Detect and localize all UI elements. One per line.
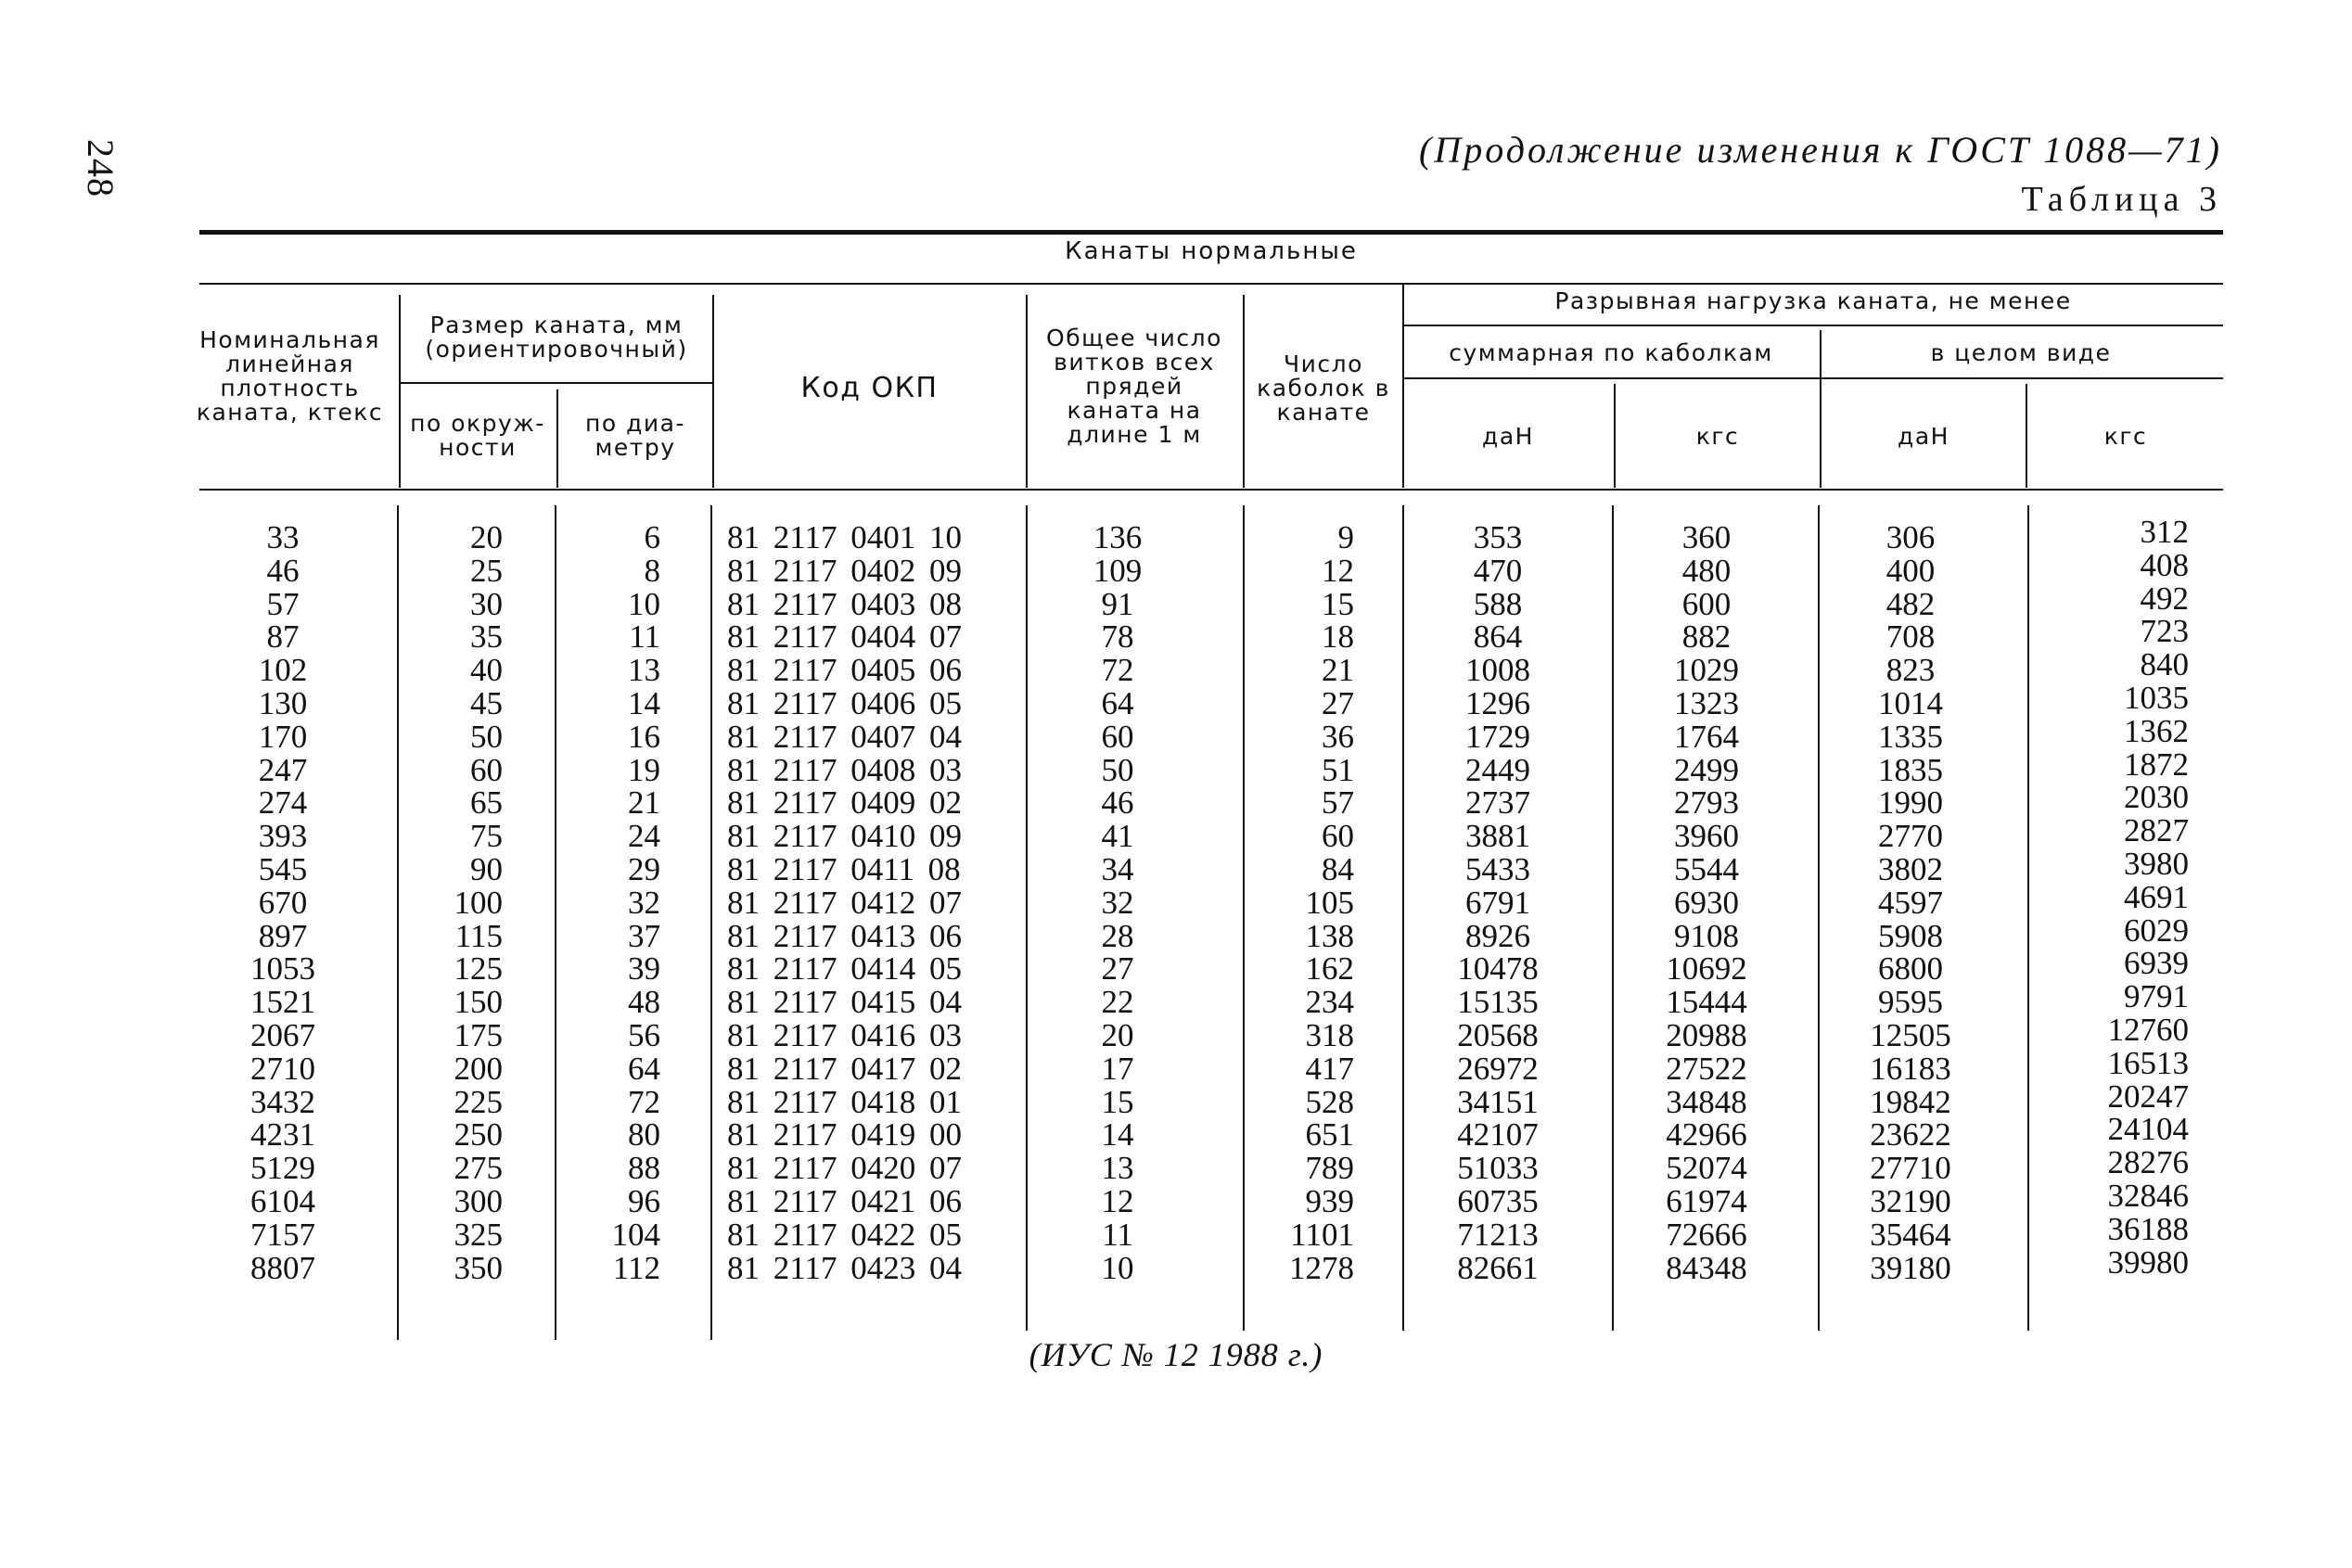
cell: 840	[2140, 646, 2189, 683]
cell: 109	[1093, 552, 1143, 589]
cell: 75	[470, 818, 503, 855]
body-vline	[1818, 505, 1820, 1331]
cell: 13	[1101, 1150, 1134, 1187]
load-subrule-2	[1402, 377, 2223, 379]
cell: 3960	[1674, 818, 1739, 855]
cell: 81 2117 0411 08	[727, 850, 961, 887]
cell: 91	[1101, 585, 1134, 622]
cell: 12	[1322, 552, 1354, 589]
load-subrule	[1402, 325, 2223, 326]
cell: 24	[628, 818, 660, 855]
cell: 84348	[1666, 1249, 1747, 1286]
cell: 60	[470, 751, 503, 788]
cell: 81 2117 0401 10	[727, 519, 962, 555]
cell: 42107	[1457, 1116, 1539, 1154]
cell: 26972	[1457, 1050, 1539, 1087]
cell: 24104	[2107, 1111, 2189, 1148]
cell: 6791	[1465, 884, 1530, 921]
cell: 36	[1322, 718, 1354, 755]
cell: 939	[1305, 1182, 1354, 1219]
cell: 39980	[2107, 1243, 2189, 1281]
cell: 225	[454, 1083, 503, 1120]
cell: 81 2117 0414 05	[727, 950, 962, 988]
hdr-kgs-whole: кгс	[2103, 423, 2148, 450]
cell: 5129	[250, 1150, 315, 1187]
cell: 60	[1322, 818, 1354, 855]
cell: 162	[1305, 950, 1354, 988]
cell: 175	[454, 1016, 503, 1053]
cell: 2499	[1674, 751, 1739, 788]
cell: 651	[1305, 1116, 1354, 1154]
cell: 2710	[250, 1050, 315, 1087]
cell: 1035	[2124, 679, 2189, 716]
cell: 325	[454, 1216, 503, 1253]
cell: 3802	[1878, 850, 1943, 887]
cell: 50	[1101, 751, 1134, 788]
cell: 81 2117 0420 07	[727, 1150, 962, 1187]
cell: 11	[1102, 1216, 1133, 1253]
cell: 2793	[1674, 784, 1739, 822]
cell: 10	[1101, 1249, 1134, 1286]
cell: 57	[266, 585, 300, 622]
cell: 60	[1101, 718, 1134, 755]
cell: 100	[454, 884, 503, 921]
cell: 897	[258, 917, 308, 954]
cell: 10478	[1457, 950, 1539, 988]
cell: 61974	[1666, 1182, 1747, 1219]
cell: 138	[1305, 917, 1354, 954]
body-vline	[1026, 505, 1028, 1331]
cell: 50	[470, 718, 503, 755]
body-vline	[1612, 505, 1614, 1331]
cell: 1835	[1878, 751, 1943, 788]
cell: 588	[1473, 585, 1523, 622]
col-sum-kgs	[1628, 521, 1785, 1284]
cell: 247	[258, 751, 308, 788]
cell: 18	[1322, 618, 1354, 656]
cell: 20988	[1666, 1016, 1747, 1053]
cell: 6029	[2124, 911, 2189, 949]
header-bottom-rule	[199, 489, 2223, 491]
cell: 48	[628, 984, 660, 1021]
cell: 81 2117 0417 02	[727, 1050, 962, 1087]
cell: 82661	[1457, 1249, 1539, 1286]
hdr-size-circ: по окруж-ности	[410, 410, 545, 461]
cell: 1014	[1878, 684, 1943, 721]
cell: 81 2117 0403 08	[727, 585, 962, 622]
hdr-vline	[556, 389, 558, 488]
cell: 90	[470, 850, 503, 887]
cell: 112	[612, 1249, 660, 1286]
cell: 72	[628, 1083, 660, 1120]
cell: 1029	[1674, 652, 1739, 689]
cell: 16183	[1870, 1050, 1951, 1087]
cell: 81 2117 0419 00	[727, 1116, 962, 1154]
cell: 51033	[1457, 1150, 1539, 1187]
cell: 64	[1101, 684, 1134, 721]
cell: 88	[628, 1150, 660, 1187]
col-strands	[1252, 521, 1354, 1284]
cell: 20	[1101, 1016, 1134, 1053]
cell: 6939	[2124, 945, 2189, 982]
cell: 81 2117 0407 04	[727, 718, 962, 755]
cell: 27710	[1870, 1150, 1951, 1187]
cell: 81 2117 0421 06	[727, 1182, 962, 1219]
cell: 823	[1885, 652, 1936, 689]
cell: 25	[470, 552, 503, 589]
cell: 32846	[2107, 1177, 2189, 1214]
cell: 57	[1322, 784, 1354, 822]
hdr-kgs-sum: кгс	[1695, 423, 1740, 450]
cell: 545	[258, 850, 308, 887]
cell: 4597	[1878, 884, 1943, 921]
cell: 36188	[2107, 1210, 2189, 1247]
cell: 1872	[2124, 746, 2189, 783]
cell: 35	[470, 618, 503, 656]
cell: 20247	[2107, 1077, 2189, 1115]
cell: 20	[470, 519, 503, 555]
cell: 8926	[1465, 917, 1530, 954]
cell: 23622	[1870, 1116, 1951, 1154]
cell: 1323	[1674, 684, 1739, 721]
cell: 46	[1101, 784, 1134, 822]
cell: 81 2117 0409 02	[727, 784, 962, 822]
cell: 12	[1101, 1182, 1134, 1219]
cell: 2449	[1465, 751, 1530, 788]
cell: 81 2117 0422 05	[727, 1216, 962, 1253]
cell: 84	[1322, 850, 1354, 887]
cell: 12760	[2107, 1011, 2189, 1048]
table-caption: Канаты нормальные	[1065, 237, 1358, 265]
cell: 72666	[1666, 1216, 1747, 1253]
top-rule	[199, 230, 2223, 235]
cell: 8	[644, 552, 660, 589]
cell: 81 2117 0415 04	[727, 984, 962, 1021]
hdr-vline	[1026, 295, 1028, 488]
cell: 2770	[1878, 818, 1943, 855]
cell: 20568	[1457, 1016, 1539, 1053]
cell: 46	[266, 552, 300, 589]
col-circ	[408, 521, 503, 1284]
cell: 393	[258, 818, 308, 855]
cell: 360	[1681, 519, 1732, 555]
cell: 37	[628, 917, 660, 954]
cell: 6104	[250, 1182, 315, 1219]
cell: 81 2117 0404 07	[727, 618, 962, 656]
cell: 19842	[1870, 1083, 1951, 1120]
cell: 27522	[1666, 1050, 1747, 1087]
body-vline	[710, 505, 712, 1340]
cell: 1278	[1289, 1249, 1354, 1286]
cell: 81 2117 0410 09	[727, 818, 962, 855]
col-whole-kgs	[2050, 516, 2189, 1279]
body-vline	[555, 505, 556, 1340]
cell: 1053	[250, 950, 315, 988]
cell: 32	[628, 884, 660, 921]
cell: 34	[1101, 850, 1134, 887]
cell: 1296	[1465, 684, 1530, 721]
cell: 200	[454, 1050, 503, 1087]
cell: 81 2117 0418 01	[727, 1083, 962, 1120]
cell: 7157	[250, 1216, 315, 1253]
cell: 408	[2140, 546, 2189, 583]
cell: 723	[2140, 613, 2189, 650]
cell: 12505	[1870, 1016, 1951, 1053]
hdr-load-sum: суммарная по каболкам	[1449, 339, 1773, 366]
cell: 30	[470, 585, 503, 622]
hdr-dan-whole: даН	[1898, 423, 1949, 450]
col-diam	[566, 521, 660, 1284]
cell: 80	[628, 1116, 660, 1154]
cell: 81 2117 0412 07	[727, 884, 962, 921]
hdr-load-whole: в целом виде	[1930, 339, 2112, 366]
cell: 41	[1101, 818, 1134, 855]
cell: 882	[1681, 618, 1732, 656]
hdr-vline	[2026, 384, 2027, 488]
col-sum-dan	[1419, 521, 1577, 1284]
cell: 6800	[1878, 950, 1943, 988]
cell: 2030	[2124, 779, 2189, 816]
hdr-dan-sum: даН	[1482, 423, 1534, 450]
cell: 4691	[2124, 878, 2189, 915]
cell: 40	[470, 652, 503, 689]
cell: 21	[1322, 652, 1354, 689]
hdr-vline	[712, 295, 714, 488]
cell: 81 2117 0406 05	[727, 684, 962, 721]
cell: 29	[628, 850, 660, 887]
cell: 1101	[1290, 1216, 1354, 1253]
cell: 4231	[250, 1116, 315, 1154]
cell: 3980	[2124, 845, 2189, 882]
cell: 35464	[1870, 1216, 1951, 1253]
cell: 81 2117 0423 04	[727, 1249, 962, 1286]
cell: 71213	[1457, 1216, 1539, 1253]
cell: 34151	[1457, 1083, 1539, 1120]
cell: 9791	[2124, 978, 2189, 1015]
cell: 2737	[1465, 784, 1530, 822]
cell: 22	[1101, 984, 1134, 1021]
cell: 1764	[1674, 718, 1739, 755]
cell: 9108	[1674, 917, 1739, 954]
cell: 39	[628, 950, 660, 988]
cell: 306	[1885, 519, 1936, 555]
cell: 13	[628, 652, 660, 689]
cell: 492	[2140, 580, 2189, 617]
cell: 56	[628, 1016, 660, 1053]
cell: 28	[1101, 917, 1134, 954]
cell: 136	[1093, 519, 1143, 555]
cell: 864	[1473, 618, 1523, 656]
cell: 96	[628, 1182, 660, 1219]
cell: 400	[1885, 552, 1936, 589]
cell: 3432	[250, 1083, 315, 1120]
cell: 125	[454, 950, 503, 988]
hdr-load: Разрывная нагрузка каната, не менее	[1554, 287, 2072, 314]
cell: 470	[1473, 552, 1523, 589]
cell: 15	[1101, 1083, 1134, 1120]
cell: 16	[628, 718, 660, 755]
cell: 105	[1305, 884, 1354, 921]
cell: 14	[1101, 1116, 1134, 1154]
cell: 482	[1885, 585, 1936, 622]
col-whole-dan	[1832, 521, 1989, 1284]
cell: 14	[628, 684, 660, 721]
col-code	[727, 521, 1005, 1284]
cell: 65	[470, 784, 503, 822]
cell: 104	[611, 1216, 660, 1253]
cell: 5433	[1465, 850, 1530, 887]
cell: 15	[1322, 585, 1354, 622]
caption-rule	[199, 283, 2223, 285]
hdr-density: Номинальная линейная плотность каната, ктекс	[196, 326, 384, 426]
body-vline	[2027, 505, 2029, 1331]
hdr-code: Код ОКП	[800, 372, 939, 404]
cell: 32	[1101, 884, 1134, 921]
cell: 5544	[1674, 850, 1739, 887]
cell: 708	[1885, 618, 1936, 656]
cell: 33	[266, 519, 300, 555]
cell: 300	[454, 1182, 503, 1219]
cell: 1008	[1465, 652, 1530, 689]
cell: 11	[629, 618, 660, 656]
cell: 10	[628, 585, 660, 622]
cell: 39180	[1870, 1249, 1951, 1286]
cell: 789	[1305, 1150, 1354, 1187]
hdr-vline	[1243, 295, 1245, 488]
body-vline	[1243, 505, 1245, 1331]
cell: 417	[1305, 1050, 1354, 1087]
cell: 81 2117 0402 09	[727, 552, 962, 589]
cell: 42966	[1666, 1116, 1747, 1154]
cell: 312	[2140, 514, 2189, 550]
cell: 9595	[1878, 984, 1943, 1021]
size-subrule	[401, 382, 712, 384]
cell: 21	[628, 784, 660, 822]
cell: 1521	[250, 984, 315, 1021]
cell: 32190	[1870, 1182, 1951, 1219]
cell: 600	[1681, 585, 1732, 622]
cell: 15444	[1666, 984, 1747, 1021]
cell: 45	[470, 684, 503, 721]
cell: 350	[454, 1249, 503, 1286]
cell: 528	[1305, 1083, 1354, 1120]
hdr-vline	[1614, 384, 1616, 488]
cell: 2067	[250, 1016, 315, 1053]
cell: 27	[1101, 950, 1134, 988]
hdr-vline	[1402, 283, 1404, 488]
cell: 87	[266, 618, 300, 656]
cell: 81 2117 0408 03	[727, 751, 962, 788]
cell: 78	[1101, 618, 1134, 656]
cell: 6930	[1674, 884, 1739, 921]
cell: 480	[1681, 552, 1732, 589]
cell: 234	[1305, 984, 1354, 1021]
cell: 1362	[2124, 712, 2189, 749]
cell: 275	[454, 1150, 503, 1187]
cell: 72	[1101, 652, 1134, 689]
cell: 16513	[2107, 1044, 2189, 1081]
hdr-vline	[1820, 330, 1822, 488]
cell: 10692	[1666, 950, 1747, 988]
cell: 28276	[2107, 1144, 2189, 1181]
hdr-strands: Число каболок в канате	[1257, 351, 1390, 426]
cell: 1335	[1878, 718, 1943, 755]
body-vline	[397, 505, 399, 1340]
cell: 130	[258, 684, 308, 721]
cell: 102	[258, 652, 308, 689]
cell: 60735	[1457, 1182, 1539, 1219]
hdr-size: Размер каната, мм (ориентировочный)	[425, 312, 688, 363]
cell: 318	[1305, 1016, 1354, 1053]
col-turns	[1057, 521, 1178, 1284]
cell: 15135	[1457, 984, 1539, 1021]
cell: 670	[258, 884, 308, 921]
cell: 27	[1322, 684, 1354, 721]
cell: 17	[1101, 1050, 1134, 1087]
cell: 2827	[2124, 812, 2189, 849]
cell: 170	[258, 718, 308, 755]
cell: 9	[1337, 519, 1354, 555]
cell: 1729	[1465, 718, 1530, 755]
hdr-size-diam: по диа-метру	[585, 410, 685, 461]
cell: 115	[454, 917, 503, 954]
cell: 353	[1473, 519, 1523, 555]
cell: 52074	[1666, 1150, 1747, 1187]
cell: 5908	[1878, 917, 1943, 954]
cell: 81 2117 0413 06	[727, 917, 962, 954]
cell: 81 2117 0405 06	[727, 652, 962, 689]
cell: 274	[258, 784, 308, 822]
cell: 8807	[250, 1249, 315, 1286]
cell: 6	[644, 519, 660, 555]
cell: 51	[1322, 751, 1354, 788]
footer-note: (ИУС № 12 1988 г.)	[1029, 1336, 1323, 1373]
page-header: (Продолжение изменения к ГОСТ 1088—71)	[1419, 129, 2222, 171]
table-title: Таблица 3	[2021, 180, 2222, 219]
cell: 81 2117 0416 03	[727, 1016, 962, 1053]
page-number: 248	[80, 139, 121, 198]
col-density	[199, 521, 366, 1284]
cell: 250	[454, 1116, 503, 1154]
body-vline	[1402, 505, 1404, 1331]
hdr-turns: Общее число витков всех прядей каната на длине 1 м	[1046, 325, 1222, 448]
cell: 34848	[1666, 1083, 1747, 1120]
cell: 150	[454, 984, 503, 1021]
cell: 3881	[1465, 818, 1530, 855]
cell: 19	[628, 751, 660, 788]
cell: 64	[628, 1050, 660, 1087]
cell: 1990	[1878, 784, 1943, 822]
